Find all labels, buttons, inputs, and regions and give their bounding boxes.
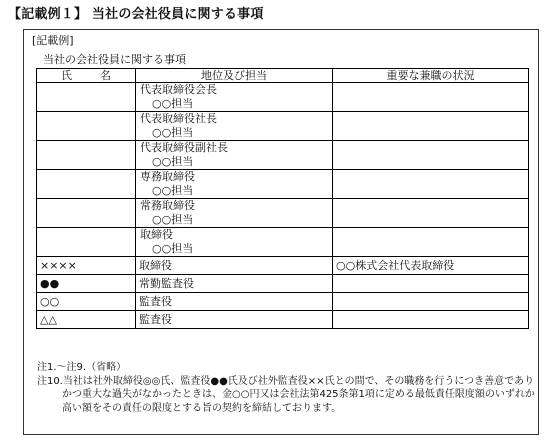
concurrent-cell (333, 170, 529, 199)
concurrent-cell (333, 83, 529, 112)
table-row (37, 199, 529, 228)
concurrent-cell (333, 228, 529, 257)
position-cell: 監査役 (136, 293, 333, 311)
position-cell: 常勤監査役 (136, 275, 333, 293)
position-text: 専務取締役 (140, 170, 195, 183)
name-cell (37, 141, 136, 170)
table-caption: 当社の会社役員に関する事項 (43, 53, 186, 66)
name-cell (37, 170, 136, 199)
footnote-10: 注10.当社は社外取締役◎◎氏、監査役●●氏及び社外監査役××氏との間で、その職務を行うにつき善意でありかつ重大な過失がなかったときは、金○○円又は会社法第425条第1項に定める最低責任限度額のいずれか高い額をその責任の限度とする旨の契約を締結しております。 (37, 375, 535, 414)
name-cell: △△ (37, 311, 136, 329)
example-frame (23, 29, 539, 435)
concurrent-cell (333, 112, 529, 141)
position-text: 代表取締役社長 (140, 112, 217, 125)
position-cell (136, 228, 333, 257)
header-concurrent: 重要な兼職の状況 (333, 69, 529, 83)
table-row (37, 311, 529, 329)
position-cell: 取締役 (136, 257, 333, 275)
position-text: 代表取締役副社長 (140, 141, 228, 154)
footnotes (37, 361, 535, 415)
page-title: 【記載例１】 当社の会社役員に関する事項 (8, 7, 264, 22)
concurrent-cell (333, 275, 529, 293)
example-label: [記載例] (32, 34, 74, 47)
name-cell: ●● (37, 275, 136, 293)
duty-text: ○○担当 (152, 242, 194, 255)
concurrent-cell (333, 199, 529, 228)
position-cell (136, 199, 333, 228)
table-row (37, 257, 529, 275)
header-name (37, 69, 136, 83)
table-row (37, 83, 529, 112)
table-row (37, 112, 529, 141)
position-cell (136, 112, 333, 141)
table-row (37, 293, 529, 311)
position-cell: 監査役 (136, 311, 333, 329)
position-cell (136, 83, 333, 112)
name-cell: ×××× (37, 257, 136, 275)
officers-table (36, 68, 529, 329)
position-text: 代表取締役会長 (140, 83, 217, 96)
duty-text: ○○担当 (152, 184, 194, 197)
position-cell (136, 141, 333, 170)
table-row (37, 141, 529, 170)
header-name-part2: 名 (100, 69, 111, 82)
footnote-1: 注1.～注9.（省略） (37, 362, 127, 373)
name-cell: ○○ (37, 293, 136, 311)
header-name-part1: 氏 (61, 69, 72, 82)
name-cell (37, 199, 136, 228)
concurrent-cell (333, 141, 529, 170)
duty-text: ○○担当 (152, 97, 194, 110)
table-header-row (37, 69, 529, 83)
table-row (37, 228, 529, 257)
table-row (37, 170, 529, 199)
position-cell (136, 170, 333, 199)
header-position: 地位及び担当 (136, 69, 333, 83)
duty-text: ○○担当 (152, 213, 194, 226)
position-text: 取締役 (140, 228, 173, 241)
concurrent-cell: ○○株式会社代表取締役 (333, 257, 529, 275)
name-cell (37, 112, 136, 141)
name-cell (37, 228, 136, 257)
concurrent-cell (333, 311, 529, 329)
duty-text: ○○担当 (152, 155, 194, 168)
position-text: 常務取締役 (140, 199, 195, 212)
duty-text: ○○担当 (152, 126, 194, 139)
table-row (37, 275, 529, 293)
concurrent-cell (333, 293, 529, 311)
name-cell (37, 83, 136, 112)
